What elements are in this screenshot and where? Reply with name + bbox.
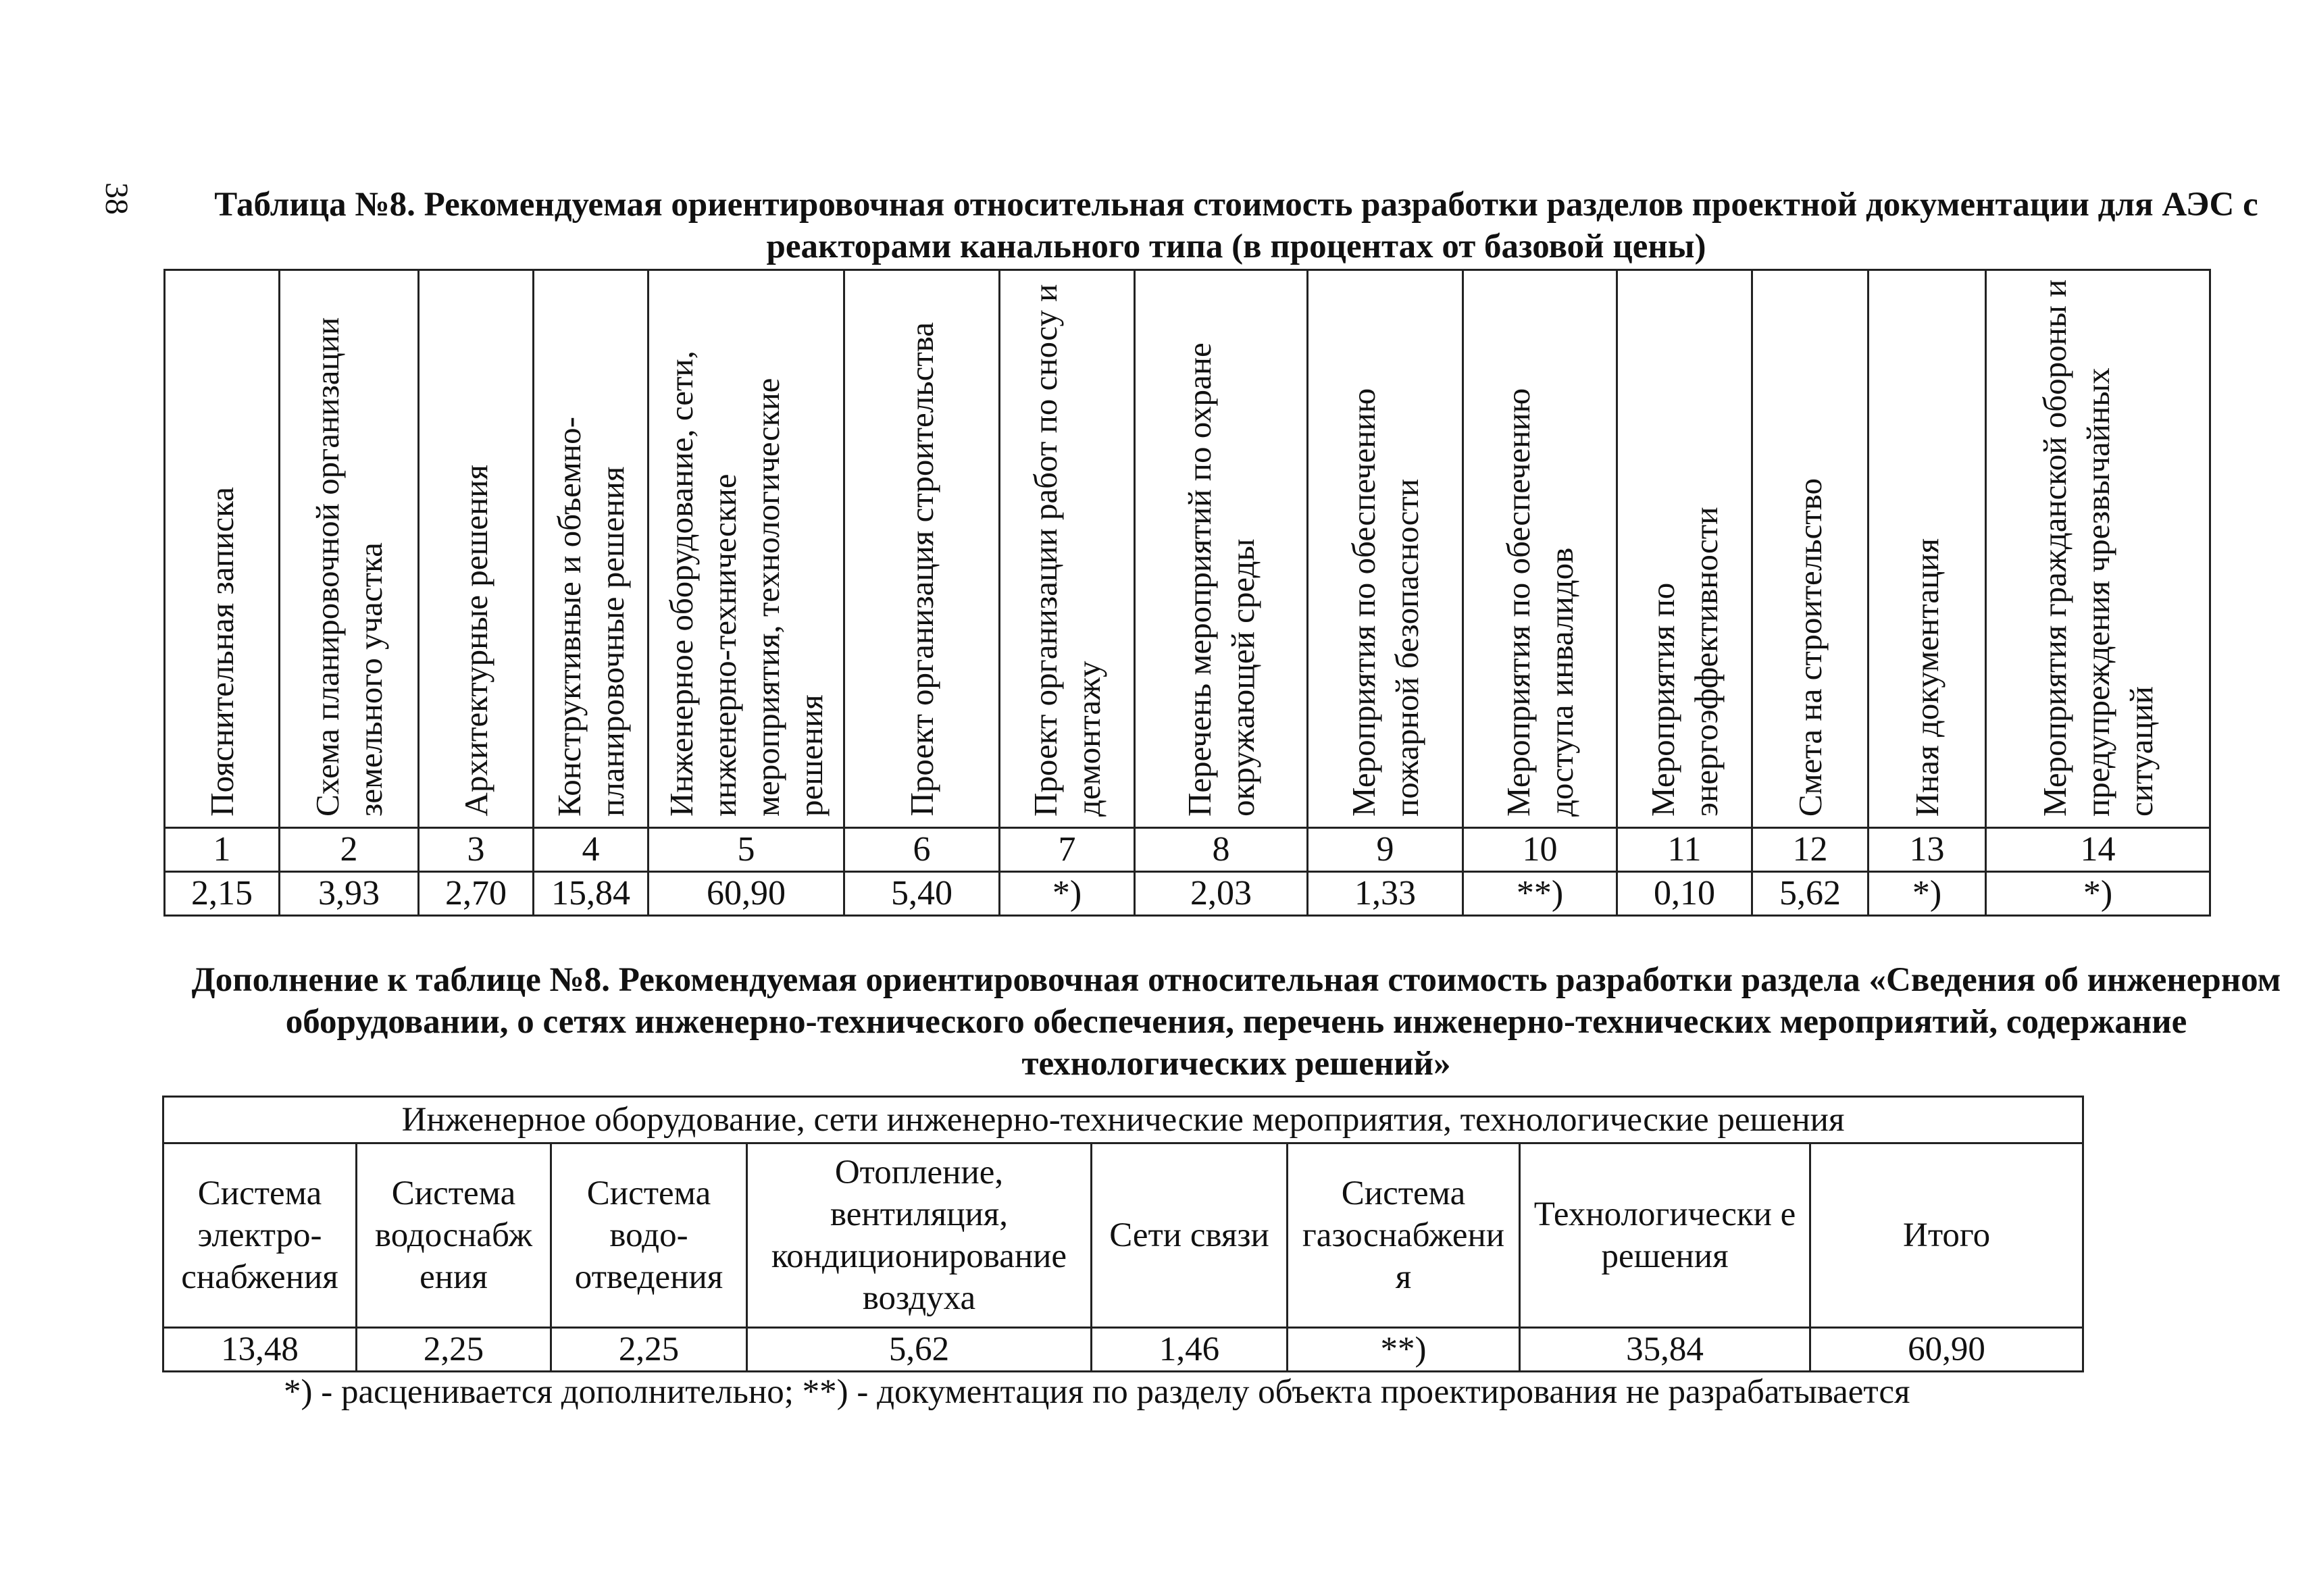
table-8-addendum-title: Дополнение к таблице №8. Рекомендуемая ориентировочная относительная стоимость разработки раздела «Сведения об инженерном оборудовании, о сетях инженерно-технического обеспечения, перечень инженерно-технических мероприятий, содержание технологических решений» (191, 961, 2281, 1083)
table-cell: 3 (419, 828, 534, 872)
table-8-header-cell (534, 270, 649, 828)
table-cell: 4 (534, 828, 649, 872)
table-cell: 5 (649, 828, 844, 872)
table-cell: 5,40 (844, 872, 1000, 916)
table-8-addendum (162, 1096, 2084, 1372)
table-cell: 13 (1869, 828, 1986, 872)
header-text: Проект организации работ по сносу и демонтажу (1026, 284, 1107, 817)
table-8-header-cell (1986, 270, 2210, 828)
header-text: Схема планировочной организации земельного участка (308, 317, 389, 817)
table-8-header-cell (280, 270, 419, 828)
table-8-header-cell (1617, 270, 1752, 828)
table-cell: *) (1986, 872, 2210, 916)
header-text: Перечень мероприятий по охране окружающей среды (1180, 342, 1261, 817)
table-cell: **) (1463, 872, 1617, 916)
addendum-header-cell: Отопление, вентиляция, кондиционирование воздуха (747, 1143, 1092, 1328)
table-cell: 14 (1986, 828, 2210, 872)
table-cell: 10 (1463, 828, 1617, 872)
table-cell: 1 (165, 828, 280, 872)
addendum-header-cell: Система газоснабжени я (1288, 1143, 1520, 1328)
addendum-header-cell: Система водоснабж ения (357, 1143, 551, 1328)
table-cell: 13,48 (163, 1328, 357, 1372)
table-cell: 12 (1752, 828, 1869, 872)
table-8 (163, 269, 2211, 917)
addendum-span-header: Инженерное оборудование, сети инженерно-технические мероприятия, технологические решения (163, 1097, 2083, 1143)
header-text: Смета на строительство (1791, 478, 1829, 817)
table-8-header-cell (844, 270, 1000, 828)
header-text: Инженерное оборудование, сети, инженерно-технические мероприятия, технологические решения (662, 351, 830, 817)
table-cell: 15,84 (534, 872, 649, 916)
table-8-header-row (165, 270, 2210, 828)
table-cell: 2,70 (419, 872, 534, 916)
table-8-header-cell (1463, 270, 1617, 828)
table-cell: 1,33 (1308, 872, 1463, 916)
table-cell: 60,90 (649, 872, 844, 916)
table-cell: 5,62 (1752, 872, 1869, 916)
page-number: 38 (99, 182, 134, 215)
header-text: Мероприятия по обеспечению доступа инвалидов (1499, 388, 1580, 817)
table-cell: 0,10 (1617, 872, 1752, 916)
table-cell: 3,93 (280, 872, 419, 916)
table-cell: 11 (1617, 828, 1752, 872)
table-cell: **) (1288, 1328, 1520, 1372)
header-text: Конструктивные и объемно-планировочные решения (550, 417, 631, 817)
table-8-title: Таблица №8. Рекомендуемая ориентировочная относительная стоимость разработки разделов проектной документации для АЭС с реакторами канального типа (в процентах от базовой цены) (214, 186, 2258, 265)
table-8-header-cell (419, 270, 534, 828)
table-cell: 2,15 (165, 872, 280, 916)
table-cell: 2,03 (1135, 872, 1308, 916)
table-cell: *) (1869, 872, 1986, 916)
addendum-span-header-row (163, 1097, 2083, 1143)
table-8-header-cell (165, 270, 280, 828)
table-8-header-cell (1135, 270, 1308, 828)
table-cell: 35,84 (1520, 1328, 1810, 1372)
table-8-number-row (165, 828, 2210, 872)
table-cell: 2 (280, 828, 419, 872)
table-cell: 2,25 (551, 1328, 747, 1372)
table-8-header-cell (1000, 270, 1135, 828)
table-cell: 7 (1000, 828, 1135, 872)
addendum-header-cell: Система водо-отведения (551, 1143, 747, 1328)
table-cell: 6 (844, 828, 1000, 872)
header-text: Иная документация (1908, 538, 1946, 817)
table-cell: 9 (1308, 828, 1463, 872)
table-cell: *) (1000, 872, 1135, 916)
table-cell: 1,46 (1092, 1328, 1288, 1372)
addendum-header-cell: Итого (1810, 1143, 2083, 1328)
table-8-header-cell (1869, 270, 1986, 828)
addendum-header-row (163, 1143, 2083, 1328)
table-cell: 5,62 (747, 1328, 1092, 1372)
table-8-header-cell (1308, 270, 1463, 828)
header-text: Мероприятия по обеспечению пожарной безопасности (1344, 388, 1425, 817)
table-8-header-cell (649, 270, 844, 828)
addendum-header-cell: Сети связи (1092, 1143, 1288, 1328)
header-text: Мероприятия гражданской обороны и предупреждения чрезвычайных ситуаций (2035, 279, 2160, 817)
addendum-value-row (163, 1328, 2083, 1372)
table-8-value-row (165, 872, 2210, 916)
table-cell: 60,90 (1810, 1328, 2083, 1372)
header-text: Пояснительная записка (203, 487, 240, 817)
table-cell: 8 (1135, 828, 1308, 872)
addendum-header-cell: Технологически е решения (1520, 1143, 1810, 1328)
table-8-header-cell (1752, 270, 1869, 828)
table-cell: 2,25 (357, 1328, 551, 1372)
header-text: Мероприятия по энергоэффективности (1644, 507, 1725, 817)
footnote: *) - расценивается дополнительно; **) - документация по разделу объекта проектирования не разрабатывается (284, 1373, 1910, 1411)
header-text: Проект организация строительства (903, 322, 940, 817)
addendum-header-cell: Система электро-снабжения (163, 1143, 357, 1328)
header-text: Архитектурные решения (457, 465, 494, 817)
